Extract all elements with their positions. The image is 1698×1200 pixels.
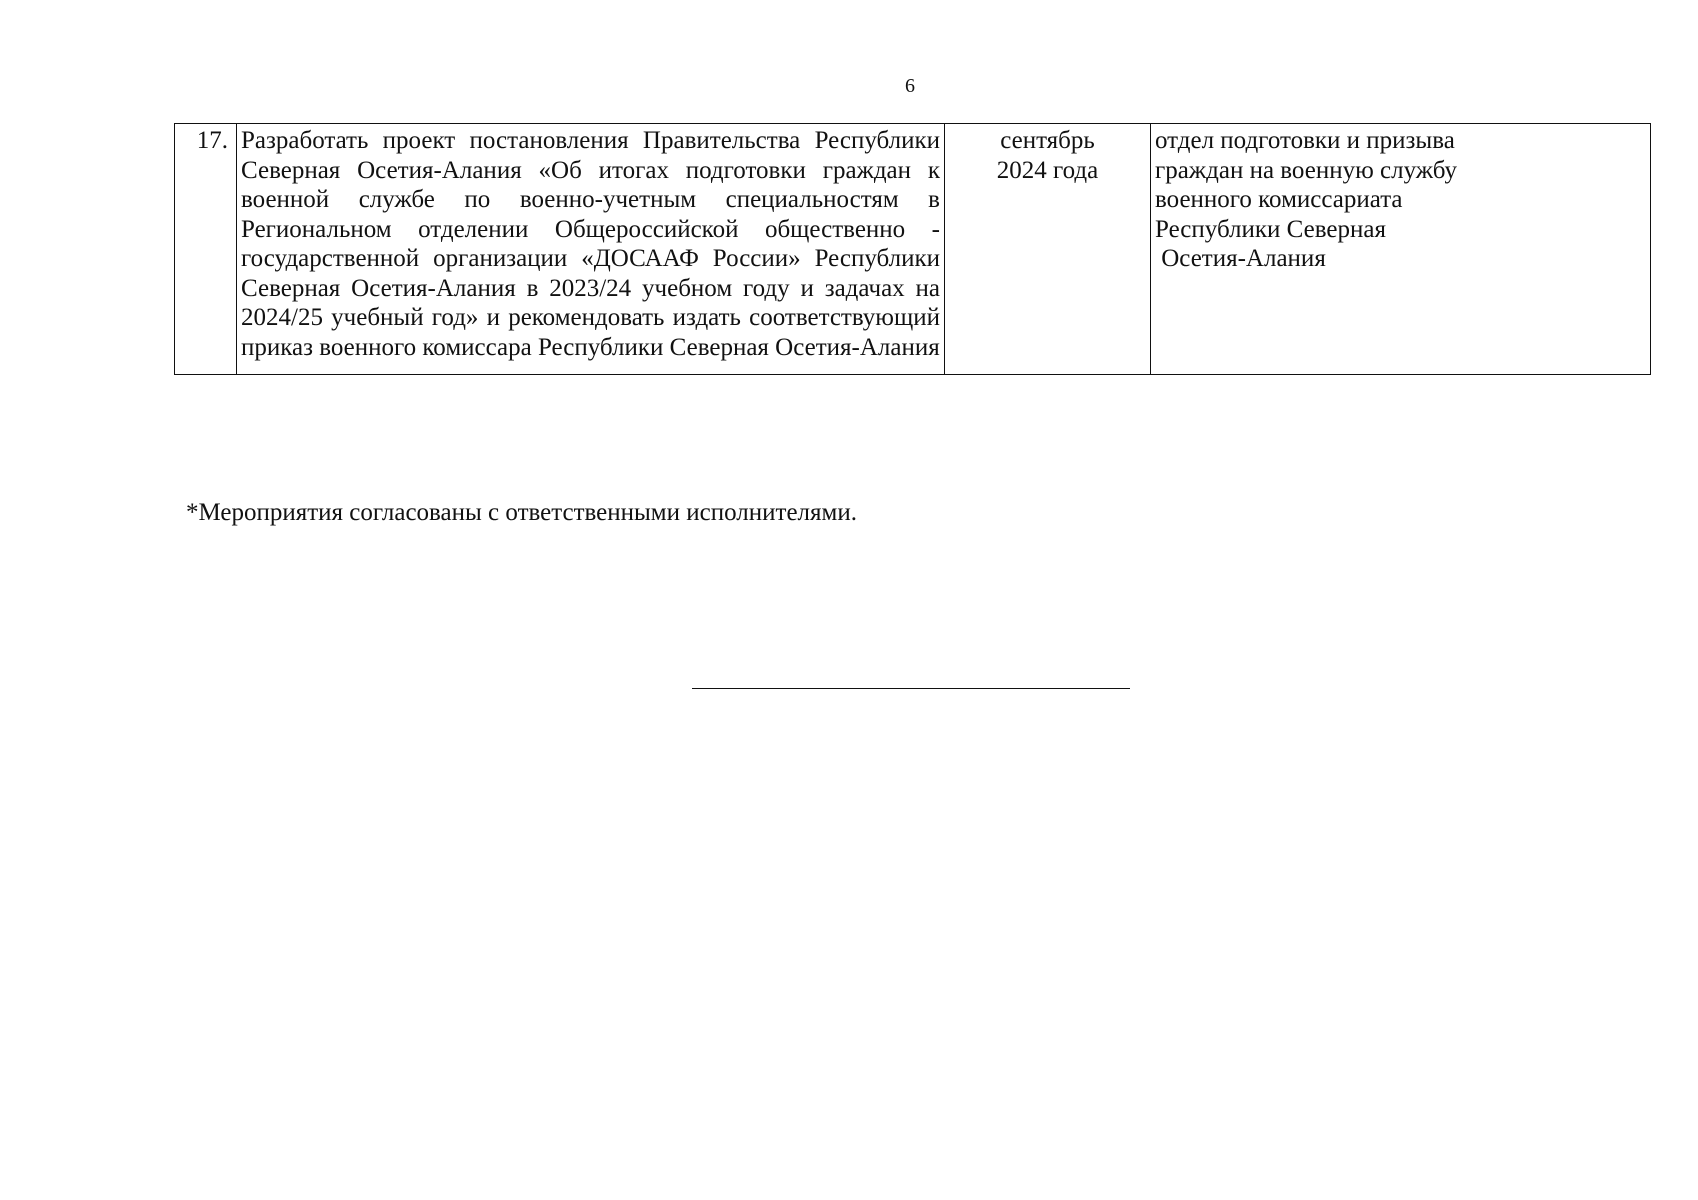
- table-row: [175, 124, 1651, 375]
- responsible-line: военного комиссариата: [1155, 186, 1403, 213]
- deadline-month: сентябрь: [1000, 127, 1095, 154]
- closing-divider: [692, 688, 1130, 689]
- deadline-year: 2024 года: [996, 156, 1099, 184]
- responsible-line: Республики Северная: [1155, 215, 1386, 243]
- row-number: 17.: [175, 124, 237, 375]
- responsible-cell: [1151, 124, 1651, 375]
- deadline-cell: [945, 124, 1151, 375]
- responsible-line: граждан на военную службу: [1155, 156, 1457, 184]
- task-description: Разработать проект постановления Правительства Республики Северная Осетия-Алания «Об итогах подготовки граждан к военной службе по военно-учетным специальностям в Региональном отделении Общероссийской общественно - государственной организации «ДОСААФ России» Республики Северная Осетия-Алания в 2023/24 учебном году и задачах на 2024/25 учебный год» и рекомендовать издать соответствующий приказ военного комиссара Республики Северная Осетия-Алания: [237, 124, 945, 375]
- activity-plan-table: [174, 123, 1651, 375]
- responsible-line: отдел подготовки и призыва: [1155, 127, 1455, 154]
- footnote: *Мероприятия согласованы с ответственными исполнителями.: [186, 499, 857, 526]
- responsible-line: Осетия-Алания: [1155, 245, 1326, 272]
- page-number: 6: [905, 75, 915, 97]
